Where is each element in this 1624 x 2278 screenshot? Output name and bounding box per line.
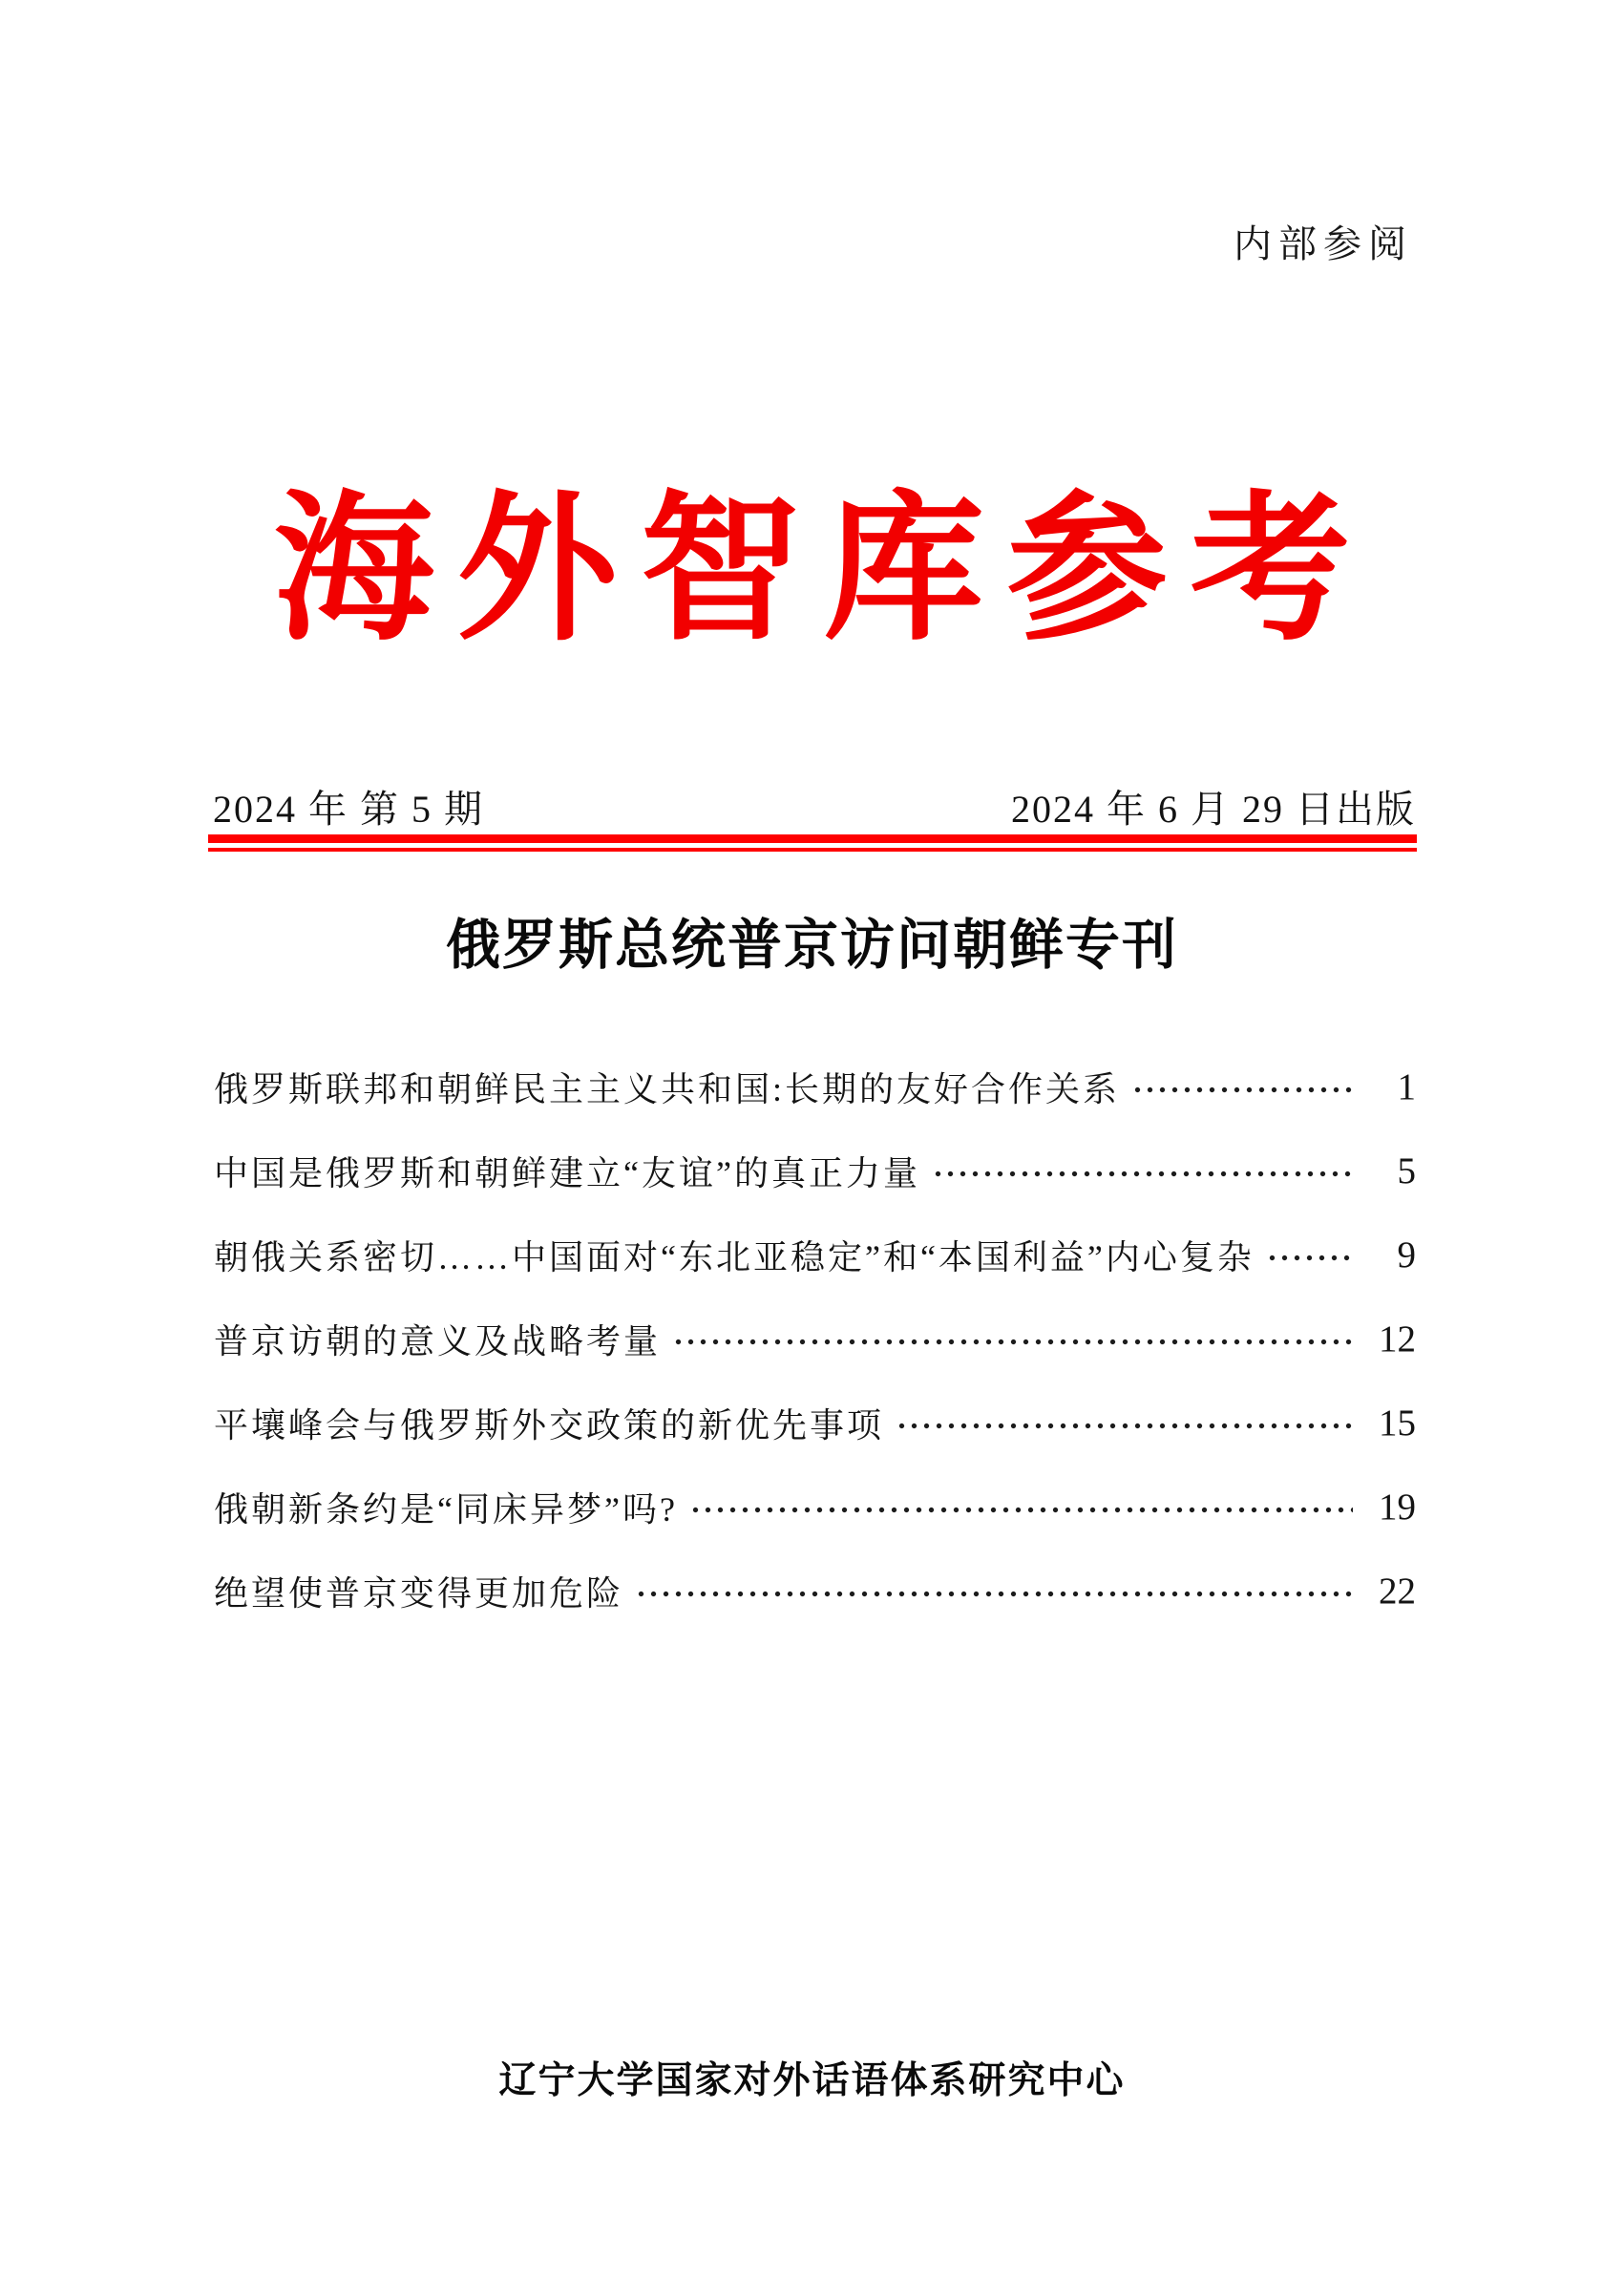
toc-entry-title: 普京访朝的意义及战略考量 xyxy=(214,1321,662,1360)
toc-entry xyxy=(214,1486,1416,1528)
toc-page-number: 15 xyxy=(1379,1402,1416,1444)
toc-dot-leader xyxy=(635,1591,1353,1597)
toc-entry-title: 俄朝新条约是“同床异梦”吗? xyxy=(214,1489,678,1529)
toc-page-number: 9 xyxy=(1397,1234,1416,1276)
toc-page-number: 22 xyxy=(1379,1570,1416,1612)
toc-entry xyxy=(214,1402,1416,1444)
issue-number: 2024 年 第 5 期 xyxy=(213,788,484,831)
rule-thick xyxy=(208,834,1417,843)
toc-entry xyxy=(214,1570,1416,1612)
toc-dot-leader xyxy=(1131,1086,1353,1093)
toc-entry xyxy=(214,1150,1416,1192)
toc-dot-leader xyxy=(896,1423,1353,1429)
toc-page-number: 19 xyxy=(1379,1486,1416,1528)
toc-entry xyxy=(214,1318,1416,1360)
toc-entry xyxy=(214,1065,1416,1107)
toc-page-number: 12 xyxy=(1379,1318,1416,1360)
rule-thin xyxy=(208,848,1417,852)
internal-reference-note: 内部参阅 xyxy=(1234,222,1413,265)
issue-info-row xyxy=(213,779,1416,833)
toc-dot-leader xyxy=(689,1507,1353,1513)
toc-dot-leader xyxy=(672,1339,1353,1345)
toc-entry-title: 朝俄关系密切……中国面对“东北亚稳定”和“本国利益”内心复杂 xyxy=(214,1237,1255,1276)
publisher-name: 辽宁大学国家对外话语体系研究中心 xyxy=(498,2060,1126,2101)
toc-entry-title: 绝望使普京变得更加危险 xyxy=(214,1573,624,1613)
toc-entry xyxy=(214,1234,1416,1276)
toc-entry-title: 俄罗斯联邦和朝鲜民主主义共和国:长期的友好合作关系 xyxy=(214,1069,1121,1108)
special-issue-title: 俄罗斯总统普京访问朝鲜专刊 xyxy=(446,915,1178,976)
toc-dot-leader xyxy=(1266,1255,1353,1261)
toc-entry-title: 中国是俄罗斯和朝鲜建立“友谊”的真正力量 xyxy=(214,1153,920,1192)
toc-entry-title: 平壤峰会与俄罗斯外交政策的新优先事项 xyxy=(214,1405,885,1445)
toc-page-number: 1 xyxy=(1397,1065,1416,1107)
toc-page-number: 5 xyxy=(1397,1150,1416,1192)
publish-date: 2024 年 6 月 29 日出版 xyxy=(1011,788,1416,831)
table-of-contents xyxy=(214,1065,1416,1654)
toc-dot-leader xyxy=(932,1171,1353,1177)
masthead-title: 海外智库参考 xyxy=(273,482,1374,660)
